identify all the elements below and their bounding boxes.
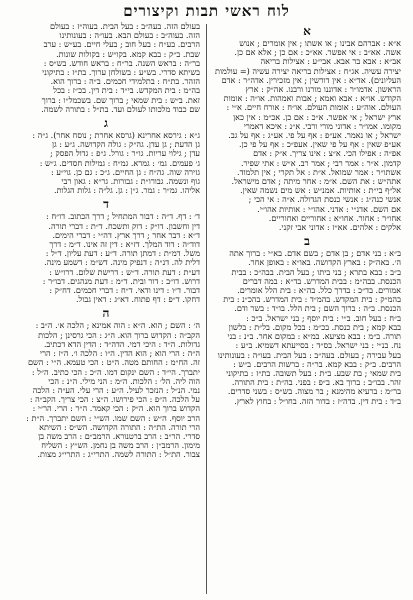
entry-line: דבור. ד״ו : דינו ודאי. ד״ח : דברי חכמים. דח״ק : — [49, 286, 200, 296]
column-divider — [206, 24, 207, 594]
entry-line: ב״ח : בעל חוב. ב״י : בית יוסף ; בני ישראל. ב״כ : — [246, 313, 401, 323]
section-letter: ה — [102, 306, 110, 321]
entry-line: זה. הח״מ : החותם מטה. ה״ט : הכי טעמא. ה״י : השם — [27, 358, 200, 368]
entry-line: הראשון. אדמו״ר : אדוננו מורנו ורבנו. אה״ק : ארץ — [245, 85, 401, 95]
entry-line: בהמ״ק : בית המקדש. בהמ״ד : בית המדרש. בהכ״נ : בית — [223, 295, 401, 305]
entry-line: זאת. ב״ש : בית שמאי ; ברוך שם. בשכמל״ו : ברוך — [41, 95, 200, 105]
entry-line: צבור. הת״ל : התורה לשמה. התרי״ג : התרי״ג מצות. — [37, 450, 200, 460]
entry-line: העליונים). אד״א : אין דורשין ; אין מזכירין. אדה״ר : אדם — [221, 75, 401, 85]
entry-line: אשה. אא״ב : אי אפשר. אא״כ : אם כן ; אלא אם כן. — [234, 48, 401, 58]
entry-line: גזירה שוה. גה״ח : גן החיים. ג״כ : גם כן. גוי״ע : — [51, 167, 200, 177]
entry-line: גוף ונשמה. גבורו״ת : גבורות. גר״א : גאון רבי — [61, 177, 200, 187]
entry-line: ב״ד : בית דין. בדה״ז : בדור הזה. בחו״ל : בחוץ לארץ. — [234, 396, 401, 406]
entry-line: דע״ת : דעת תורה. ד״ש : דרישת שלום. דרו״ש : — [49, 267, 200, 277]
left-column — [12, 22, 200, 460]
entry-line: שבת. ב״ק : בבא קמא. בקו״ש : בקולות שונות. — [56, 49, 200, 59]
entry-line: הקודש. או״א : אבא ואמא ; אבות ואמהות. או״ה : אומות — [223, 94, 401, 104]
entry-line: הכנסת. בבה״מ : בבית המדרש. בד״א : במה דברים — [242, 276, 401, 286]
entry-line: יצירה עשיה. אג״ח : אצילות בריאה יצירה עשיה (= עולמות — [215, 66, 401, 76]
entry-line: על הלכה. ה״פ : הכי פירושו. ה״צ : הכי צריך. הקב״ה : — [29, 395, 200, 405]
entry-line: ד״א : דבר אחר ; דרך ארץ. דה״י : דברי הימים. — [52, 230, 200, 240]
entry-line: הזה. בעוה״ב : בעולם הבא. בעו״ה : בעונותינו — [59, 31, 200, 41]
entry-line: גן הדעת ; גן עדן. גה״ק : גולה הקדושה. ג״ע : גן — [51, 140, 200, 150]
entry-line: העולם. אוה״ע : אומות העולם. או״ח : אורח חיים. א״י : — [226, 103, 401, 113]
entry-line: אפ״ה : אפילו הכי. א״צ : אינו צריך. א״ק : אדם — [253, 149, 401, 159]
entry-line: אב״א : אבא בר אבא. אבי״ע : אצילות בריאה — [260, 57, 401, 67]
entry-line: הרי תורה. הת״ה : התורה הקדושה. הש״ס : השיתא — [39, 422, 200, 432]
entry-line: אשתו״ר : אמר שמואל. א״ת : אל תקרי ; אין תלמוד. — [237, 167, 401, 177]
entry-line: עדן ; גילוי עריות. גו״ר : גורל. ג״פ : גדול הפסק ; — [50, 149, 200, 159]
entry-line: אנשי כנה״ג : אנשי כנסת הגדולה. א״ה : אי הכי ; — [248, 195, 401, 205]
entry-line: גדולות. ה״ד : היכי דמי. הדה״ד : הדין הדא דכתיב. — [43, 339, 200, 349]
entry-line: ב״א : בני אדם ; בן אדם ; בשם אדם. בא״י : ברוך אתה — [229, 249, 401, 259]
entry-line: ארץ ישראל ; אי אפשר. א״כ : אם כן. אכ״מ : אין כאן — [233, 112, 401, 122]
entry-line: ה׳ : השם ; הוא. ה״א : הוה אמינא ; הלכה א׳. ה״ב : — [35, 321, 200, 331]
entry-line: ג׳ פעמים. גמ׳ : גמרא. גמ״ח : גמילות חסדים. ג״ש : — [39, 158, 200, 168]
entry-line: אלקים : אלהים. אא״ז : אדוני אבי זקני. — [278, 223, 401, 233]
section-letter: ד — [103, 197, 109, 212]
entry-line: אע״פ שאין : אף על פי שאין. אעפ״כ : אף על פי כן. — [238, 140, 401, 150]
entry-line: נמי. הנ״ל : הנזכר לעיל. ה״ע : הרי עלי. הע״ה : הלכה — [32, 385, 200, 395]
entry-line: ה׳. באה״ק : בארץ הקדושה. באו״א : באופן אחר. — [248, 258, 401, 268]
section-letter: א — [303, 24, 311, 38]
entry-line: מימון. הרמב״ן : הרב משה בן נחמן. הש״ץ : השליח — [41, 441, 200, 451]
entry-line: דוד״ה : דוד המלך. דז״א : דין זה אינו. ד״מ : דרך — [49, 240, 200, 250]
entry-line: אחו״ר : אחור. אחו״א : אחוריים ואחוריים. — [268, 213, 401, 223]
entry-line: הזהר. בת״ח : בתלמידי חכמים. ב״ה : ברוך הוא. — [50, 77, 200, 87]
entry-line: משל. דמ״ת : דמתן תורה. ד״ע : דעת עליון. ד״ל : — [45, 249, 200, 259]
right-column — [213, 22, 401, 406]
entry-line: ה״ה : הרי הוא ; הוא הדין. ה״ו : הלכה ו׳. ה״ז : הרי — [39, 349, 200, 359]
section-letter: ב — [304, 234, 310, 249]
entry-line: אתה״ש : את השם. א״מ : אחר מיתה ; אדם מישראל. — [231, 177, 401, 187]
entry-line: ג״א : גירסא אחרינא (גרסא אחרת ; נוסח אחר). ג״ה : — [32, 131, 200, 141]
entry-line: דלית לה. דנ״ה : דנפיק מינה. דש״מ : דשמע מינה. — [44, 258, 200, 268]
entry-line: שם כבוד מלכותו לעולם ועד. בת״ל : בתורה לשמה. — [41, 104, 200, 114]
entry-line: בר״ה : בראש השנה. בר״ח : בראש חודש. בש״ס : — [43, 58, 200, 68]
entry-line: בר״מ : ברעיא מהימנא ; בר מצוה. בש״ס : בשני סדרים. — [227, 387, 401, 397]
entry-line: בית שמאי ; בת שבע. ב״ת : בעל תשובה. בת״ז : בתיקוני — [226, 368, 401, 378]
entry-line: הרב יוסף. ה״ש : השם שמו. הש״י : השם יתברך. ה״ת : — [26, 413, 200, 423]
entry-line: תורה. ב״מ : בבא מציעא. במ״א : במקום אחר. ב״נ : בני — [227, 332, 401, 342]
entry-line: הרבים. בע״ח : בעל חוב ; בעלי חיים. בע״ש : ערב — [43, 40, 200, 50]
entry-line: אליהו. גמ״ר : גמר. ג״ן : גן. גל״ה : גלות הגלות. — [54, 186, 200, 196]
entry-line: מקומו. אמו״ר : אדוני מורי ורבי. א״נ : איכא דאמרי — [243, 121, 401, 131]
entry-line: אל״ף בי״ת : אותיות. אמנ״ש : אש מים נשמה שאין. — [240, 186, 401, 196]
entry-line: בה״מ : בית המקדש. בי״ד : בית דין. בכ״ז : בכל — [53, 86, 200, 96]
entry-line: סדרי. הר״ב : הרב ברטנורא. הרמב״ם : הרב משה בן — [38, 431, 200, 441]
section-letter: ג — [104, 116, 108, 131]
entry-line: הוה ליה. הל׳ : הלכות. ה״מ : הני מילי. ה״נ : הכי — [48, 376, 200, 386]
entry-line: ישראל ; או נאמר. אע״פ : אף על פי. אע״ג : אף על גב. — [228, 131, 401, 141]
entry-line: בעל עבירה ; בעולם. בעה״ב : בעל הבית. בעו״ה : בעונותינו — [217, 350, 401, 360]
entry-line: דחקו. ד״פ : דף פתוח. דא״ג : דאין גבול. — [75, 295, 200, 305]
entry-line: נח. בנ״י : בני ישראל. בס״ד : בסייעתא דשמיא. ב״ע : — [235, 341, 401, 351]
entry-line: הקדוש ברוך הוא. ה״ק : הכי קאמר. ה״ר : הרי. הר״י : — [32, 404, 200, 414]
page-title: לוח ראשי תבות וקיצורים — [123, 2, 290, 20]
entry-line: בבא קמא ; בית כנסת. בכ״מ : בכל מקום. בל״ת : בלשון — [228, 322, 401, 332]
entry-line: א״א : אברהם אבינו ; או אשתו ; אין אומרים ; אנוש — [239, 39, 401, 48]
entry-line: יתברך. הי״ד : השם ינקום דמו. ה״כ : הכי כתיב. ה״ל : — [31, 367, 200, 377]
entry-line: אם השם. אדנ״י : אדני. אהו״י : אותיות אהו״י. — [257, 204, 401, 214]
entry-line: בעולם הזה. בעה״ב : בעל הבית. בעוה״ז : בעולם — [49, 22, 200, 31]
entry-line: ב״ב : בבא בתרא ; בני ביתו ; בעל הבית. בבה״כ : בבית — [231, 267, 401, 277]
entry-line: דין וחשבון. דו״ק : דוק ותשכח. ד״ת : דברי תורה. — [48, 221, 200, 231]
entry-line: זהר. בבו״ב : ברוך בא. ב״פ : בפני. בה״ת : בית התורה. — [231, 378, 401, 388]
entry-line: הקב״ה : הקדוש ברוך הוא. ה״ג : הכי גרסינן ; הלכות — [38, 330, 200, 340]
entry-line: קדמון. א״ר : אמר רבי ; אמר רב. א״ש : אתי שפיר. — [240, 158, 401, 168]
entry-line: בשיתא סדרי. בש״ע : בשולחן ערוך. בת״ז : בתיקוני — [42, 68, 200, 78]
entry-line: הכנסת. ב״ה : ברוך השם ; בית הלל. בו״ד : בשר ודם. — [234, 304, 401, 314]
entry-line: אמורים. בד״כ : בדרך כלל. בה״א : בית הלל אומרים. — [237, 286, 401, 296]
entry-line: ד׳ : דף. ד״ה : דבור המתחיל ; דרך הכתוב. דו״ח : — [46, 212, 200, 222]
entry-line: דרוש. דו״ב : דור ובית. ד״מ : דעת מנהגים. דבו״ר : — [42, 276, 200, 286]
entry-line: הרבים. ב״ק : בבא קמא. בר״ה : ברשות הרבים. ב״ש : — [233, 359, 401, 369]
